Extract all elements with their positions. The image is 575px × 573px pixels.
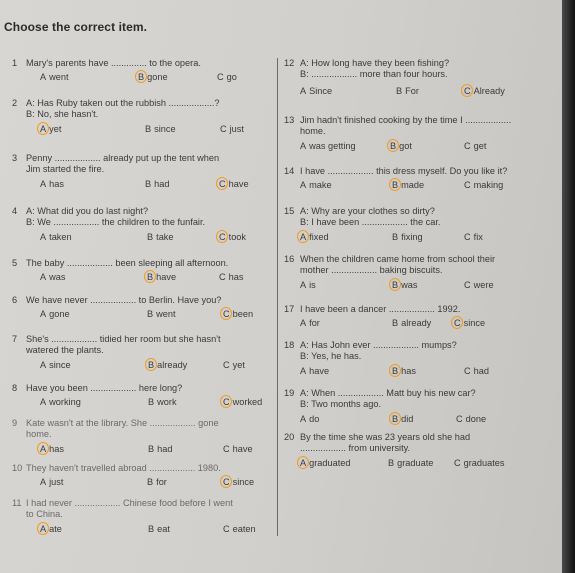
option-text: fix bbox=[473, 232, 483, 242]
question-19 bbox=[284, 388, 546, 428]
option-b[interactable] bbox=[392, 318, 431, 329]
option-c[interactable] bbox=[464, 280, 494, 291]
option-text: making bbox=[473, 180, 504, 190]
option-a[interactable] bbox=[40, 272, 65, 283]
option-b[interactable] bbox=[388, 458, 433, 469]
option-a[interactable] bbox=[40, 232, 72, 243]
question-8 bbox=[12, 383, 274, 411]
option-text: Already bbox=[473, 86, 505, 96]
question-text-line: By the time she was 23 years old she had bbox=[300, 432, 471, 442]
question-text-line: B: We .................. the children to the funfair. bbox=[26, 217, 206, 227]
option-letter: A bbox=[40, 397, 47, 407]
column-divider bbox=[277, 58, 278, 536]
question-text-line: I have been a dancer .................. 1992. bbox=[300, 304, 461, 314]
option-text: working bbox=[49, 397, 81, 407]
option-text: already bbox=[401, 318, 432, 328]
question-11 bbox=[12, 498, 274, 538]
option-letter: C bbox=[219, 232, 226, 242]
option-letter: A bbox=[300, 86, 307, 96]
option-b[interactable] bbox=[392, 280, 417, 291]
option-letter: B bbox=[148, 444, 155, 454]
question-text-line: Have you been .................. here long? bbox=[26, 383, 183, 393]
option-text: done bbox=[465, 414, 487, 424]
option-text: work bbox=[157, 397, 177, 407]
option-text: did bbox=[401, 414, 414, 424]
option-text: have bbox=[228, 179, 249, 189]
question-text-line: home. bbox=[26, 429, 52, 439]
option-a[interactable] bbox=[40, 444, 64, 455]
option-c[interactable] bbox=[217, 72, 237, 83]
option-c[interactable] bbox=[464, 180, 503, 191]
question-text-line: We have never .................. to Berlin. Have you? bbox=[26, 295, 222, 305]
option-text: yet bbox=[232, 360, 245, 370]
option-a[interactable] bbox=[300, 458, 351, 469]
option-text: been bbox=[232, 309, 254, 319]
option-text: just bbox=[49, 477, 64, 487]
question-4 bbox=[12, 206, 274, 246]
answer-circle-mark bbox=[216, 177, 228, 190]
question-text-line: The baby .................. been sleeping all afternoon. bbox=[26, 258, 229, 268]
question-1 bbox=[12, 58, 274, 86]
option-letter: C bbox=[456, 414, 463, 424]
question-text-line: A: Why are your clothes so dirty? bbox=[300, 206, 435, 216]
answer-circle-mark bbox=[37, 442, 49, 455]
option-letter: B bbox=[392, 180, 399, 190]
question-20 bbox=[284, 432, 546, 472]
question-number: 20 bbox=[284, 432, 295, 442]
answer-circle-mark bbox=[297, 456, 309, 469]
option-text: have bbox=[309, 366, 330, 376]
option-text: graduate bbox=[397, 458, 434, 468]
option-letter: C bbox=[464, 280, 471, 290]
option-letter: C bbox=[223, 309, 230, 319]
option-letter: C bbox=[454, 458, 461, 468]
question-number: 2 bbox=[12, 98, 18, 108]
answer-circle-mark bbox=[220, 475, 232, 488]
question-text-line: A: Has Ruby taken out the rubbish ..................? bbox=[26, 98, 220, 108]
option-c[interactable] bbox=[219, 179, 249, 190]
question-2 bbox=[12, 98, 274, 138]
option-c[interactable] bbox=[219, 272, 243, 283]
question-text-line: When the children came home from school their bbox=[300, 254, 496, 264]
question-number: 10 bbox=[12, 463, 23, 473]
option-text: already bbox=[157, 360, 188, 370]
option-text: fixing bbox=[401, 232, 423, 242]
option-letter: C bbox=[464, 141, 471, 151]
answer-circle-mark bbox=[220, 307, 232, 320]
option-a[interactable] bbox=[300, 141, 356, 152]
question-number: 7 bbox=[12, 334, 18, 344]
question-number: 12 bbox=[284, 58, 295, 68]
option-letter: A bbox=[300, 280, 307, 290]
answer-circle-mark bbox=[135, 70, 147, 83]
option-b[interactable] bbox=[390, 141, 412, 152]
option-letter: C bbox=[464, 180, 471, 190]
option-letter: A bbox=[40, 124, 47, 134]
option-letter: C bbox=[223, 397, 230, 407]
question-text-line: Mary's parents have .............. to the opera. bbox=[26, 58, 201, 68]
option-b[interactable] bbox=[392, 366, 416, 377]
option-text: just bbox=[229, 124, 244, 134]
question-text-line: Kate wasn't at the library. She .................. gone bbox=[26, 418, 219, 428]
option-c[interactable] bbox=[456, 414, 486, 425]
option-text: take bbox=[156, 232, 174, 242]
option-text: since bbox=[463, 318, 486, 328]
question-6 bbox=[12, 295, 274, 323]
question-text-line: B: No, she hasn't. bbox=[26, 109, 99, 119]
option-text: has bbox=[401, 366, 416, 376]
question-17 bbox=[284, 304, 546, 332]
option-text: For bbox=[405, 86, 419, 96]
option-letter: A bbox=[40, 477, 47, 487]
option-text: was getting bbox=[309, 141, 356, 151]
question-7 bbox=[12, 334, 274, 374]
question-text-line: B: Two months ago. bbox=[300, 399, 382, 409]
option-letter: B bbox=[145, 124, 152, 134]
option-letter: A bbox=[300, 458, 307, 468]
option-letter: B bbox=[147, 272, 154, 282]
question-number: 3 bbox=[12, 153, 18, 163]
question-text-line: She's .................. tidied her room but she hasn't bbox=[26, 334, 221, 344]
option-letter: A bbox=[40, 72, 47, 82]
option-text: gone bbox=[147, 72, 168, 82]
option-text: eaten bbox=[232, 524, 256, 534]
option-letter: A bbox=[300, 414, 307, 424]
option-c[interactable] bbox=[464, 232, 483, 243]
option-b[interactable] bbox=[147, 477, 167, 488]
option-a[interactable] bbox=[40, 72, 69, 83]
option-text: worked bbox=[232, 397, 263, 407]
option-b[interactable] bbox=[148, 397, 177, 408]
option-letter: B bbox=[145, 179, 152, 189]
option-letter: B bbox=[392, 280, 399, 290]
option-text: have bbox=[156, 272, 177, 282]
option-letter: A bbox=[300, 232, 307, 242]
option-b[interactable] bbox=[148, 524, 170, 535]
option-b[interactable] bbox=[145, 124, 176, 135]
question-number: 17 bbox=[284, 304, 295, 314]
answer-circle-mark bbox=[387, 139, 399, 152]
option-letter: C bbox=[223, 444, 230, 454]
option-letter: A bbox=[40, 232, 47, 242]
question-text-line: to China. bbox=[26, 509, 63, 519]
option-letter: C bbox=[223, 477, 230, 487]
answer-circle-mark bbox=[389, 178, 401, 191]
option-text: had bbox=[473, 366, 489, 376]
option-c[interactable] bbox=[223, 444, 253, 455]
option-text: has bbox=[49, 179, 64, 189]
question-13 bbox=[284, 115, 546, 155]
option-c[interactable] bbox=[223, 397, 262, 408]
option-letter: A bbox=[300, 141, 307, 151]
option-b[interactable] bbox=[148, 444, 172, 455]
option-text: had bbox=[157, 444, 173, 454]
option-c[interactable] bbox=[454, 458, 505, 469]
option-a[interactable] bbox=[300, 414, 319, 425]
option-letter: B bbox=[396, 86, 403, 96]
option-text: had bbox=[154, 179, 170, 189]
question-text-line: I have .................. this dress myself. Do you like it? bbox=[300, 166, 508, 176]
option-text: was bbox=[401, 280, 418, 290]
option-text: has bbox=[49, 444, 64, 454]
option-text: go bbox=[226, 72, 237, 82]
option-letter: C bbox=[223, 360, 230, 370]
option-text: graduated bbox=[309, 458, 351, 468]
option-c[interactable] bbox=[223, 360, 245, 371]
option-a[interactable] bbox=[300, 86, 332, 97]
question-number: 9 bbox=[12, 418, 18, 428]
answer-circle-mark bbox=[389, 364, 401, 377]
question-text-line: Jim started the fire. bbox=[26, 164, 105, 174]
option-c[interactable] bbox=[223, 524, 256, 535]
option-text: for bbox=[156, 477, 167, 487]
question-text-line: A: When .................. Matt buy his new car? bbox=[300, 388, 476, 398]
question-number: 13 bbox=[284, 115, 295, 125]
option-letter: B bbox=[392, 318, 399, 328]
option-text: fixed bbox=[309, 232, 329, 242]
option-text: went bbox=[49, 72, 69, 82]
question-12 bbox=[284, 58, 546, 100]
question-number: 1 bbox=[12, 58, 18, 68]
option-text: get bbox=[473, 141, 487, 151]
question-text-line: mother .................. baking biscuits. bbox=[300, 265, 443, 275]
option-a[interactable] bbox=[300, 280, 316, 291]
option-letter: C bbox=[220, 124, 227, 134]
option-a[interactable] bbox=[40, 397, 81, 408]
question-text-line: B: Yes, he has. bbox=[300, 351, 362, 361]
question-text-line: home. bbox=[300, 126, 326, 136]
question-text-line: A: How long have they been fishing? bbox=[300, 58, 450, 68]
question-text-line: They haven't travelled abroad .................. 1980. bbox=[26, 463, 221, 473]
question-text-line: I had never .................. Chinese food before I went bbox=[26, 498, 233, 508]
option-text: have bbox=[232, 444, 253, 454]
question-number: 6 bbox=[12, 295, 18, 305]
option-c[interactable] bbox=[464, 366, 489, 377]
option-text: gone bbox=[49, 309, 70, 319]
option-letter: B bbox=[148, 524, 155, 534]
option-letter: C bbox=[217, 72, 224, 82]
option-letter: A bbox=[40, 444, 47, 454]
question-text-line: A: Has John ever .................. mumps? bbox=[300, 340, 457, 350]
question-number: 4 bbox=[12, 206, 18, 216]
answer-circle-mark bbox=[461, 84, 473, 97]
option-letter: A bbox=[300, 366, 307, 376]
option-text: for bbox=[309, 318, 320, 328]
option-c[interactable] bbox=[464, 86, 505, 97]
option-a[interactable] bbox=[40, 179, 64, 190]
question-number: 8 bbox=[12, 383, 18, 393]
option-text: was bbox=[49, 272, 66, 282]
option-a[interactable] bbox=[300, 318, 320, 329]
option-letter: B bbox=[392, 366, 399, 376]
option-letter: C bbox=[464, 366, 471, 376]
question-9 bbox=[12, 418, 274, 458]
option-b[interactable] bbox=[147, 272, 176, 283]
option-a[interactable] bbox=[40, 524, 62, 535]
question-text-line: Jim hadn't finished cooking by the time I .................. bbox=[300, 115, 512, 125]
question-18 bbox=[284, 340, 546, 380]
option-text: got bbox=[399, 141, 412, 151]
question-15 bbox=[284, 206, 546, 246]
option-c[interactable] bbox=[223, 309, 253, 320]
question-number: 11 bbox=[12, 498, 22, 508]
option-a[interactable] bbox=[40, 477, 63, 488]
answer-circle-mark bbox=[37, 122, 49, 135]
question-text-line: Penny .................. already put up the tent when bbox=[26, 153, 220, 163]
question-text-line: B: I have been .................. the car. bbox=[300, 217, 441, 227]
option-text: went bbox=[156, 309, 176, 319]
question-number: 16 bbox=[284, 254, 295, 264]
option-text: ate bbox=[49, 524, 62, 534]
question-number: 15 bbox=[284, 206, 295, 216]
option-text: do bbox=[309, 414, 320, 424]
option-a[interactable] bbox=[40, 309, 70, 320]
question-text-line: A: What did you do last night? bbox=[26, 206, 149, 216]
option-a[interactable] bbox=[40, 360, 71, 371]
answer-circle-mark bbox=[220, 395, 232, 408]
option-text: made bbox=[401, 180, 425, 190]
option-letter: B bbox=[147, 477, 154, 487]
option-letter: A bbox=[300, 180, 307, 190]
option-letter: B bbox=[147, 309, 154, 319]
question-10 bbox=[12, 463, 274, 491]
answer-circle-mark bbox=[297, 230, 309, 243]
option-text: has bbox=[228, 272, 244, 282]
option-text: graduates bbox=[463, 458, 505, 468]
option-b[interactable] bbox=[147, 309, 176, 320]
option-a[interactable] bbox=[300, 180, 332, 191]
option-letter: A bbox=[40, 272, 47, 282]
question-text-line: .................. from university. bbox=[300, 443, 411, 453]
option-letter: B bbox=[392, 414, 399, 424]
option-letter: A bbox=[40, 309, 47, 319]
option-text: took bbox=[228, 232, 247, 242]
option-text: since bbox=[49, 360, 71, 370]
answer-circle-mark bbox=[144, 270, 156, 283]
option-letter: B bbox=[148, 397, 155, 407]
option-text: since bbox=[154, 124, 176, 134]
option-a[interactable] bbox=[300, 366, 329, 377]
option-letter: B bbox=[138, 72, 145, 82]
option-b[interactable] bbox=[396, 86, 419, 97]
option-letter: C bbox=[219, 179, 226, 189]
option-b[interactable] bbox=[147, 232, 174, 243]
answer-circle-mark bbox=[216, 230, 228, 243]
question-text-line: B: .................. more than four hours. bbox=[300, 69, 448, 79]
worksheet-title: Choose the correct item. bbox=[4, 20, 148, 34]
option-c[interactable] bbox=[454, 318, 485, 329]
question-5 bbox=[12, 258, 274, 286]
option-a[interactable] bbox=[300, 232, 329, 243]
question-number: 14 bbox=[284, 166, 295, 176]
option-letter: A bbox=[300, 318, 307, 328]
option-letter: A bbox=[40, 524, 47, 534]
option-letter: A bbox=[40, 360, 47, 370]
option-text: were bbox=[473, 280, 494, 290]
option-c[interactable] bbox=[223, 477, 254, 488]
question-number: 5 bbox=[12, 258, 18, 268]
option-c[interactable] bbox=[219, 232, 246, 243]
question-number: 18 bbox=[284, 340, 295, 350]
option-letter: C bbox=[464, 86, 471, 96]
option-letter: C bbox=[219, 272, 226, 282]
option-letter: C bbox=[464, 232, 471, 242]
answer-circle-mark bbox=[389, 278, 401, 291]
answer-circle-mark bbox=[389, 412, 401, 425]
question-16 bbox=[284, 254, 546, 294]
option-text: Since bbox=[309, 86, 333, 96]
option-b[interactable] bbox=[392, 232, 423, 243]
answer-circle-mark bbox=[451, 316, 463, 329]
option-text: taken bbox=[49, 232, 72, 242]
option-text: yet bbox=[49, 124, 62, 134]
option-text: since bbox=[232, 477, 255, 487]
option-text: eat bbox=[157, 524, 170, 534]
option-letter: C bbox=[454, 318, 461, 328]
answer-circle-mark bbox=[145, 358, 157, 371]
option-b[interactable] bbox=[148, 360, 187, 371]
question-text-line: watered the plants. bbox=[26, 345, 104, 355]
option-b[interactable] bbox=[392, 180, 424, 191]
option-a[interactable] bbox=[40, 124, 61, 135]
option-b[interactable] bbox=[392, 414, 413, 425]
option-letter: B bbox=[388, 458, 395, 468]
option-letter: C bbox=[223, 524, 230, 534]
question-14 bbox=[284, 166, 546, 194]
answer-circle-mark bbox=[37, 522, 49, 535]
option-b[interactable] bbox=[138, 72, 168, 83]
option-text: is bbox=[309, 280, 316, 290]
option-letter: B bbox=[147, 232, 154, 242]
question-number: 19 bbox=[284, 388, 295, 398]
option-letter: B bbox=[392, 232, 399, 242]
option-letter: A bbox=[40, 179, 47, 189]
question-3 bbox=[12, 153, 274, 193]
option-letter: B bbox=[148, 360, 155, 370]
option-c[interactable] bbox=[464, 141, 486, 152]
option-text: make bbox=[309, 180, 332, 190]
option-b[interactable] bbox=[145, 179, 169, 190]
option-c[interactable] bbox=[220, 124, 244, 135]
screen-edge bbox=[562, 0, 575, 573]
option-letter: B bbox=[390, 141, 397, 151]
